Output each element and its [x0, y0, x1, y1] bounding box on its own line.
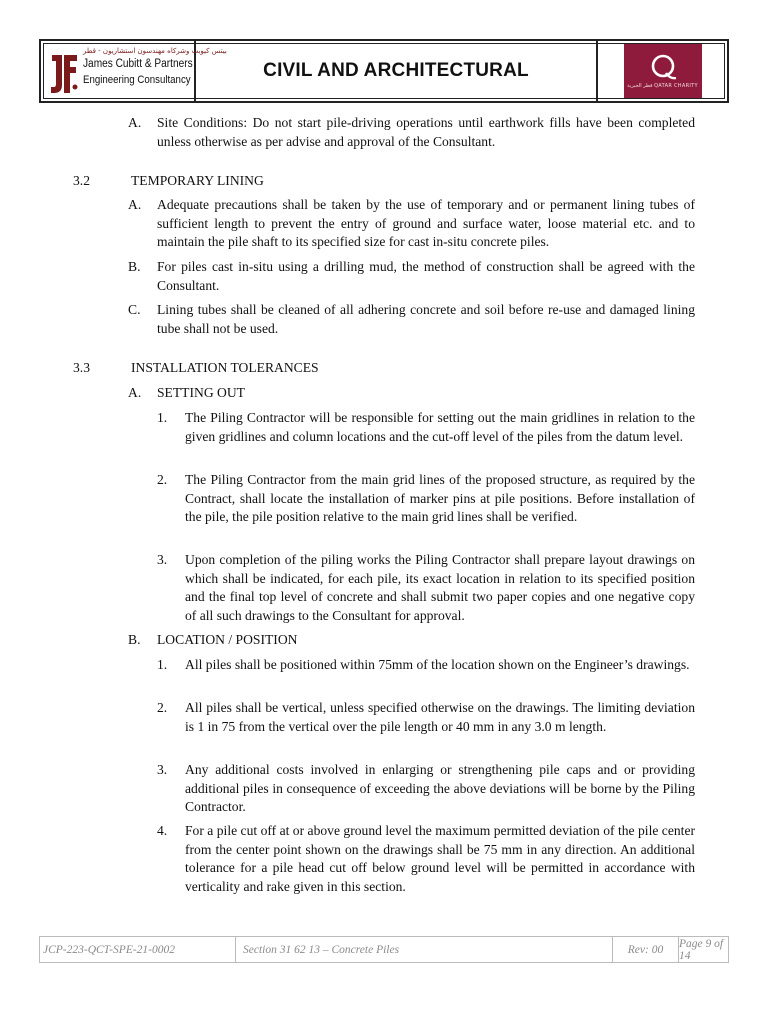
- numbered-item-label: 2.: [157, 472, 168, 487]
- subsection-title: LOCATION / POSITION: [157, 632, 298, 647]
- consultant-logo: [41, 41, 227, 101]
- item-text: Site Conditions: Do not start pile-driving operations until earthwork fills have been completed unless otherwise as per advise and approval of the Consultant.: [157, 115, 695, 149]
- document-header: [39, 39, 729, 103]
- numbered-item-label: 1.: [157, 657, 168, 672]
- document-footer: [39, 936, 729, 963]
- document-title: CIVIL AND ARCHITECTURAL: [263, 60, 529, 81]
- logo-company-subtitle: Engineering Consultancy: [83, 74, 191, 86]
- logo-company-name: James Cubitt & Partners: [83, 58, 193, 70]
- item-label: A.: [128, 197, 142, 212]
- qatar-charity-logo-text: قطر الخيرية QATAR CHARITY: [627, 83, 698, 89]
- footer-doc-ref: JCP-223-QCT-SPE-21-0002: [40, 937, 236, 962]
- qatar-charity-emblem-icon: [648, 53, 678, 81]
- item-label: C.: [128, 302, 141, 317]
- section-number: 3.2: [73, 173, 90, 188]
- numbered-item-label: 3.: [157, 552, 168, 567]
- numbered-item-text: The Piling Contractor from the main grid lines of the proposed structure, as required by the Contract, shall locate the installation of marker pins at pile positions. Before installation of the pile, the pile position relative to the main grid lines shall be verified.: [185, 472, 695, 524]
- section-title: INSTALLATION TOLERANCES: [131, 360, 319, 375]
- header-title-cell: [196, 41, 598, 101]
- numbered-item-label: 2.: [157, 700, 168, 715]
- logo-arabic-text: بيتس كيوبت وشركاه مهندسون استشاريون - قطر: [83, 47, 227, 55]
- numbered-item-text: All piles shall be vertical, unless specified otherwise on the drawings. The limiting deviation is 1 in 75 from the vertical over the pile length or 40 mm in any 3.0 m length.: [185, 700, 695, 734]
- numbered-item-label: 3.: [157, 762, 168, 777]
- numbered-item-text: The Piling Contractor will be responsible for setting out the main gridlines in relation to the given gridlines and column locations and the cut-off level of the piles from the datum level.: [185, 410, 695, 444]
- numbered-item-text: All piles shall be positioned within 75mm of the location shown on the Engineer’s drawings.: [185, 657, 690, 672]
- subsection-title: SETTING OUT: [157, 385, 245, 400]
- numbered-item-label: 1.: [157, 410, 168, 425]
- footer-page-number: Page 9 of 14: [679, 937, 724, 962]
- subsection-label: A.: [128, 385, 142, 400]
- numbered-item-text: Upon completion of the piling works the Piling Contractor shall prepare layout drawings on which shall be indicated, for each pile, its exact location in relation to its specified position and the final top level of concrete and shall submit two paper copies and one negative copy of all such drawings to the Consultant for approval.: [185, 552, 695, 623]
- item-label: A.: [128, 115, 142, 130]
- qatar-charity-logo: [624, 44, 702, 98]
- client-logo-cell: [598, 41, 727, 101]
- footer-revision: Rev: 00: [613, 937, 679, 962]
- item-text: Adequate precautions shall be taken by the use of temporary and or permanent lining tubes of sufficient length to prevent the entry of ground and surface water, loose material etc. and to maintain the pile shaft to its specified size for cast in-situ concrete piles.: [157, 197, 695, 249]
- numbered-item-label: 4.: [157, 823, 168, 838]
- item-text: Lining tubes shall be cleaned of all adhering concrete and soil before re-use and damaged lining tube shall not be used.: [157, 302, 695, 336]
- section-number: 3.3: [73, 360, 90, 375]
- footer-section: Section 31 62 13 – Concrete Piles: [236, 937, 613, 962]
- item-text: For piles cast in-situ using a drilling mud, the method of construction shall be agreed with the Consultant.: [157, 259, 695, 293]
- item-label: B.: [128, 259, 141, 274]
- numbered-item-text: For a pile cut off at or above ground level the maximum permitted deviation of the pile center from the center point shown on the drawings shall be 75 mm in any direction. An additional tolerance for a pile head cut off below ground level will be permitted in accordance with verticality and rake given in this section.: [185, 823, 695, 894]
- jcp-logo-mark-icon: [48, 47, 80, 97]
- subsection-label: B.: [128, 632, 141, 647]
- section-title: TEMPORARY LINING: [131, 173, 264, 188]
- numbered-item-text: Any additional costs involved in enlarging or strengthening pile caps and or providing additional piles in consequence of exceeding the above deviations will be borne by the Piling Contractor.: [185, 762, 695, 814]
